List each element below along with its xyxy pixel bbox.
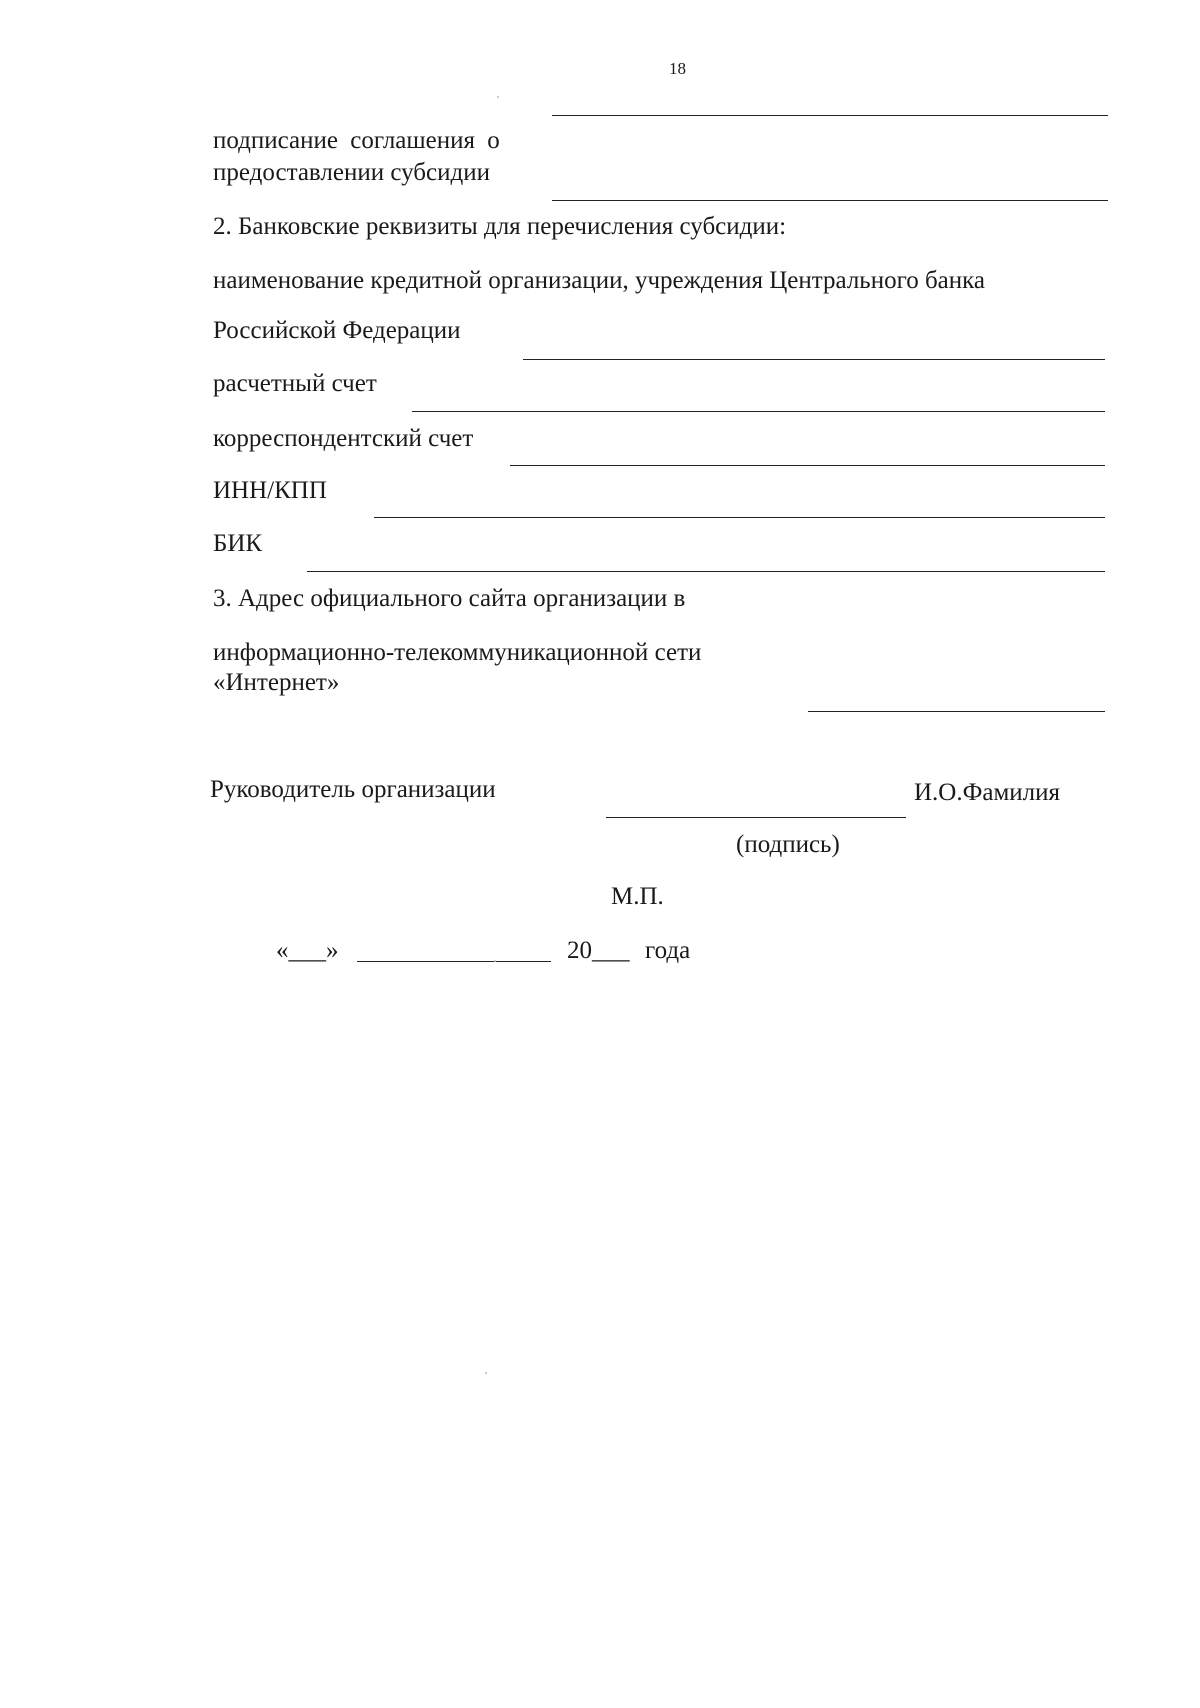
signing-fill-line	[552, 200, 1108, 201]
head-of-organization-label: Руководитель организации	[210, 776, 496, 803]
full-name-placeholder: И.О.Фамилия	[914, 779, 1061, 806]
inn-kpp-label: ИНН/КПП	[213, 477, 327, 504]
website-label-line2: информационно-телекоммуникационной сети	[213, 639, 702, 666]
bank-name-fill-line	[523, 359, 1105, 360]
bik-fill-line	[307, 571, 1105, 572]
scan-speck	[485, 1372, 487, 1374]
bank-name-label-line1: наименование кредитной организации, учреждения Центрального банка	[213, 267, 986, 294]
signing-label-line1: подписание соглашения о	[213, 127, 500, 154]
website-label-line3: «Интернет»	[213, 669, 340, 696]
bank-name-label-line2: Российской Федерации	[213, 317, 461, 344]
page-number: 18	[669, 59, 686, 78]
signature-caption: (подпись)	[736, 831, 840, 858]
signing-label-line2: предоставлении субсидии	[213, 159, 490, 186]
bank-details-heading: 2. Банковские реквизиты для перечисления субсидии:	[213, 213, 787, 240]
signature-fill-line	[606, 817, 906, 818]
bik-label: БИК	[213, 530, 263, 557]
date-month-fill-line	[357, 961, 551, 962]
inn-kpp-fill-line	[374, 517, 1105, 518]
correspondent-account-fill-line	[510, 465, 1105, 466]
correspondent-account-label: корреспондентский счет	[213, 425, 474, 452]
date-year-word: года	[645, 937, 691, 964]
date-day-blank: «___»	[276, 937, 339, 964]
date-year-blank: 20___	[567, 937, 630, 964]
settlement-account-label: расчетный счет	[213, 370, 377, 397]
scan-speck	[497, 96, 499, 98]
settlement-account-fill-line	[412, 411, 1105, 412]
stamp-mark: М.П.	[611, 883, 664, 910]
scan-speck	[494, 960, 496, 962]
website-fill-line	[808, 711, 1105, 712]
website-heading: 3. Адрес официального сайта организации в	[213, 585, 686, 612]
signing-date-line-top	[552, 115, 1108, 116]
